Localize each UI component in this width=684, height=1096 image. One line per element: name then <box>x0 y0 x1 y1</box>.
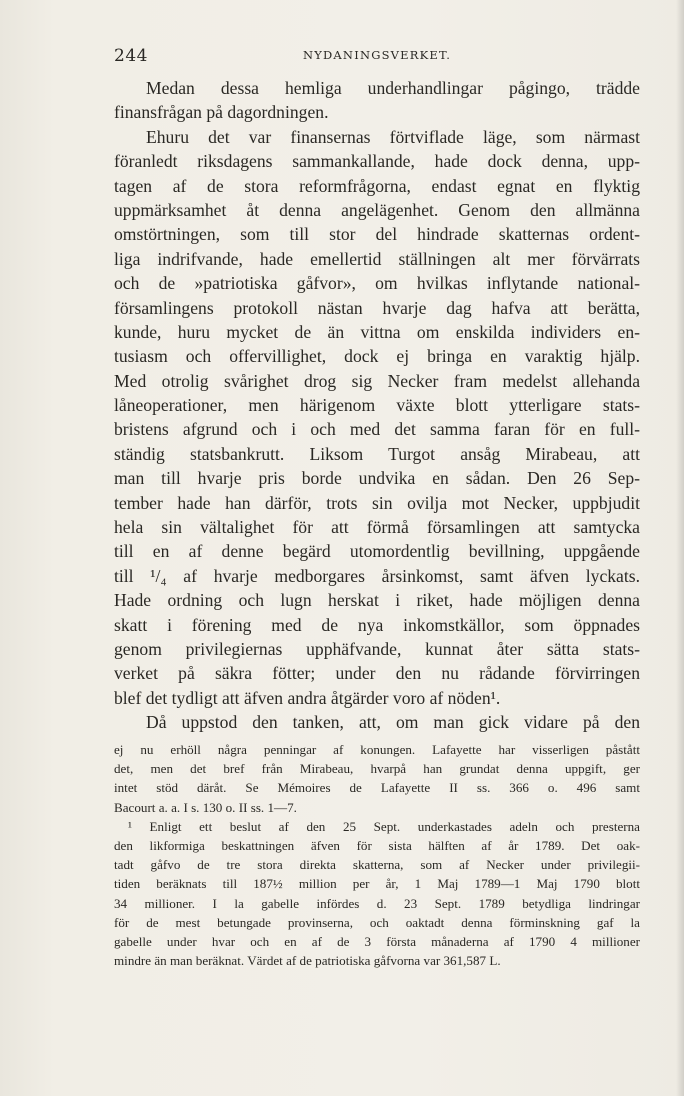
body-line: tusiasm och offervillighet, dock ej bringa en varaktig hjälp. <box>114 346 640 367</box>
footnote-line: ej nu erhöll några penningar af konungen. Lafayette har visserligen påstått <box>114 742 640 757</box>
body-line: föranledt riksdagens sammankallande, hade dock denna, upp- <box>114 151 640 172</box>
body-line: tagen af de stora reformfrågorna, endast egnat en flyktig <box>114 175 640 196</box>
body-line: verket på säkra fötter; under den nu rådande förvirringen <box>114 663 640 684</box>
body-line: Ehuru det var finansernas förtviflade läge, som närmast <box>146 126 640 147</box>
body-line: Medan dessa hemliga underhandlingar pågingo, trädde <box>146 78 640 98</box>
footnote-line: Bacourt a. a. I s. 130 o. II ss. 1—7. <box>114 799 297 815</box>
footnote-line: tadt gåfvo de tre stora direkta skatterna, som af Necker under privilegii- <box>114 857 640 873</box>
body-line: bristens afgrund och i och med det samma faran för en full- <box>114 419 640 440</box>
body-line: ständig statsbankrutt. Liksom Turgot ansåg Mirabeau, att <box>114 443 640 464</box>
body-line: genom privilegiernas upphäfvande, kunnat åter sätta stats- <box>114 638 640 659</box>
footnote-line: för de mest betungade provinserna, och oaktadt denna förminskning gaf la <box>114 914 640 930</box>
body-line: låneoperationer, men härigenom växte blott ytterligare stats- <box>114 395 640 416</box>
body-line: Då uppstod den tanken, att, om man gick vidare på den <box>146 712 640 733</box>
body-line: församlingens protokoll nästan hvarje dag hafva att berätta, <box>114 297 640 318</box>
body-text <box>114 76 640 735</box>
body-line: till ¹/₄ af hvarje medborgares årsinkomst, samt äfven lyckats. <box>114 565 640 586</box>
footnote-line: intet stöd däråt. Se Mémoires de Lafayette II ss. 366 o. 496 samt <box>114 780 640 796</box>
body-line: Hade ordning och lugn herskat i riket, hade möjligen denna <box>114 590 640 611</box>
footnotes <box>114 740 640 970</box>
body-line: hela sin vältalighet för att förmå församlingen att samtycka <box>114 517 640 538</box>
running-head: NYDANINGSVERKET. <box>302 48 452 62</box>
footnote-line: 34 millioner. I la gabelle infördes d. 23 Sept. 1789 betydliga lindringar <box>114 895 640 911</box>
footnote-line: gabelle under hvar och en af de 3 första månaderna af 1790 4 millioner <box>114 933 640 949</box>
body-line: Med otrolig svårighet drog sig Necker fram medelst allehanda <box>114 370 640 391</box>
body-line: kunde, huru mycket de än vittna om enskilda individers en- <box>114 321 640 342</box>
body-line: tember hade han därför, trots sin ovilja mot Necker, uppbjudit <box>114 492 640 513</box>
body-line: finansfrågan på dagordningen. <box>114 102 329 123</box>
page-number: 244 <box>114 46 148 66</box>
body-line: man till hvarje pris borde undvika en sådan. Den 26 Sep- <box>114 468 640 489</box>
footnote-line: ¹ Enligt ett beslut af den 25 Sept. underkastades adeln och presterna <box>128 818 640 834</box>
footnote-line: tiden beräknats till 187½ million per år, 1 Maj 1789—1 Maj 1790 blott <box>114 876 640 892</box>
footnote-line: den likformiga beskattningen äfven för sista hälften af år 1789. Det oak- <box>114 837 640 853</box>
footnote-line: det, men det bref från Mirabeau, hvarpå han grundat denna uppgift, ger <box>114 761 640 777</box>
body-line: och de »patriotiska gåfvor», om hvilkas inflytande national- <box>114 273 640 294</box>
page-edge-shadow <box>676 0 684 1096</box>
body-line: liga indrifvande, hade emellertid ställningen alt mer förvärrats <box>114 248 640 269</box>
body-line: skatt i förening med de nya inkomstkällor, som öppnades <box>114 614 640 635</box>
body-line: blef det tydligt att äfven andra åtgärder voro af nöden¹. <box>114 687 501 708</box>
body-line: omstörtningen, som till stor del hindrade skatternas ordent- <box>114 224 640 245</box>
page-header <box>114 46 640 68</box>
body-line: uppmärksamhet åt denna angelägenhet. Genom den allmänna <box>114 199 640 220</box>
body-line: till en af denne begärd utomordentlig bevillning, uppgående <box>114 541 640 562</box>
footnote-line: mindre än man beräknat. Värdet af de patriotiska gåfvorna var 361,587 L. <box>114 953 501 969</box>
